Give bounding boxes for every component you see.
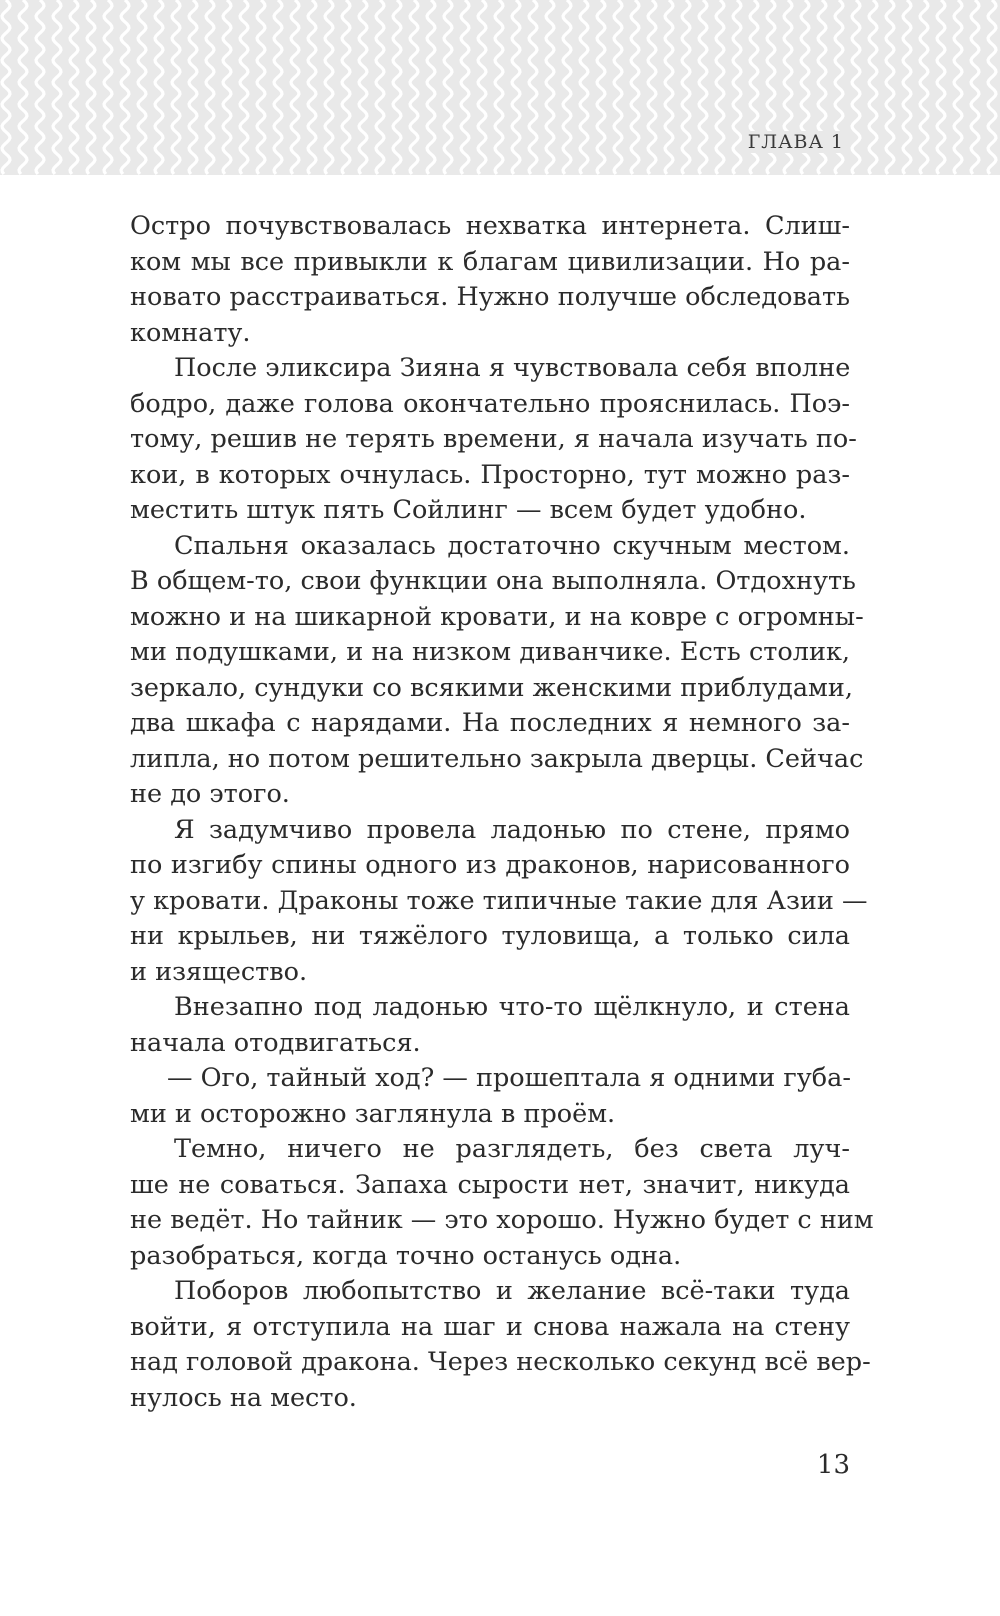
wave-line bbox=[903, 0, 911, 174]
wave-line bbox=[563, 0, 571, 174]
wave-line bbox=[274, 0, 282, 174]
text-line: по изгибу спины одного из драконов, нарисованного bbox=[130, 850, 850, 880]
wave-line bbox=[954, 0, 962, 174]
wave-line bbox=[529, 0, 537, 174]
wave-line bbox=[988, 0, 996, 174]
wave-line bbox=[376, 0, 384, 174]
text-line: В общем-то, свои функции она выполняла. Отдохнуть bbox=[130, 566, 856, 596]
wave-line bbox=[478, 0, 486, 174]
text-line: и изящество. bbox=[130, 956, 308, 987]
wave-line bbox=[36, 0, 44, 174]
wave-line bbox=[206, 0, 214, 174]
wave-line bbox=[257, 0, 265, 174]
wave-line bbox=[291, 0, 299, 174]
text-line: местить штук пять Сойлинг — всем будет удобно. bbox=[130, 495, 807, 525]
text-line: ми и осторожно заглянула в проём. bbox=[130, 1098, 616, 1129]
chapter-label: ГЛАВА 1 bbox=[742, 131, 850, 153]
wave-line bbox=[665, 0, 673, 174]
text-line: начала отодвигаться. bbox=[130, 1027, 421, 1058]
text-line: разобраться, когда точно останусь одна. bbox=[130, 1240, 682, 1271]
wave-line bbox=[70, 0, 78, 174]
wave-line bbox=[2, 0, 10, 174]
body-text bbox=[130, 209, 874, 1416]
decorative-header-band bbox=[0, 0, 1000, 175]
text-line: ми подушками, и на низком диванчике. Есть столик, bbox=[130, 637, 850, 667]
wave-line bbox=[920, 0, 928, 174]
wave-line bbox=[461, 0, 469, 174]
wave-line bbox=[19, 0, 27, 174]
text-line: — Ого, тайный ход? — прошептала я одними губа- bbox=[167, 1063, 851, 1093]
wave-line bbox=[682, 0, 690, 174]
text-line: Поборов любопытство и желание всё-таки туда bbox=[174, 1276, 850, 1306]
wave-pattern-decoration bbox=[0, 0, 1000, 175]
wave-line bbox=[87, 0, 95, 174]
text-line: не до этого. bbox=[130, 779, 290, 809]
wave-line bbox=[631, 0, 639, 174]
wave-line bbox=[240, 0, 248, 174]
text-line: Темно, ничего не разглядеть, без света луч- bbox=[174, 1134, 850, 1164]
wave-line bbox=[444, 0, 452, 174]
wave-line bbox=[971, 0, 979, 174]
wave-line bbox=[393, 0, 401, 174]
wave-line bbox=[342, 0, 350, 174]
wave-line bbox=[716, 0, 724, 174]
wave-line bbox=[495, 0, 503, 174]
wave-line bbox=[597, 0, 605, 174]
wave-line bbox=[852, 0, 860, 174]
wave-line bbox=[104, 0, 112, 174]
text-line: два шкафа с нарядами. На последних я немного за- bbox=[130, 708, 850, 738]
wave-line bbox=[155, 0, 163, 174]
text-line: зеркало, сундуки со всякими женскими приблудами, bbox=[130, 672, 853, 703]
wave-line bbox=[172, 0, 180, 174]
wave-line bbox=[189, 0, 197, 174]
wave-line bbox=[359, 0, 367, 174]
text-line: бодро, даже голова окончательно прояснилась. Поэ- bbox=[130, 388, 850, 419]
text-line: комнату. bbox=[130, 317, 251, 348]
text-line: нулось на место. bbox=[130, 1382, 357, 1413]
wave-line bbox=[546, 0, 554, 174]
wave-line bbox=[138, 0, 146, 174]
wave-line bbox=[308, 0, 316, 174]
wave-line bbox=[512, 0, 520, 174]
text-line: Спальня оказалась достаточно скучным местом. bbox=[174, 530, 850, 561]
text-line: войти, я отступила на шаг и снова нажала на стену bbox=[130, 1311, 850, 1342]
text-line: ком мы все привыкли к благам цивилизации. Но ра- bbox=[130, 246, 850, 277]
text-line: Остро почувствовалась нехватка интернета. Слиш- bbox=[130, 211, 850, 241]
wave-line bbox=[53, 0, 61, 174]
text-line: липла, но потом решительно закрыла дверцы. Сейчас bbox=[130, 743, 864, 774]
page-number: 13 bbox=[816, 1450, 850, 1480]
wave-line bbox=[410, 0, 418, 174]
wave-line bbox=[614, 0, 622, 174]
text-line: Я задумчиво провела ладонью по стене, прямо bbox=[174, 814, 850, 845]
text-line: ни крыльев, ни тяжёлого туловища, а только сила bbox=[130, 921, 850, 951]
text-line: кои, в которых очнулась. Просторно, тут можно раз- bbox=[130, 459, 850, 490]
text-line: После эликсира Зияна я чувствовала себя вполне bbox=[174, 353, 851, 383]
text-line: тому, решив не терять времени, я начала изучать по- bbox=[130, 424, 857, 454]
text-line: не ведёт. Но тайник — это хорошо. Нужно будет с ним bbox=[130, 1205, 874, 1235]
wave-line bbox=[325, 0, 333, 174]
text-line: Внезапно под ладонью что-то щёлкнуло, и стена bbox=[174, 992, 850, 1022]
wave-line bbox=[427, 0, 435, 174]
wave-line bbox=[886, 0, 894, 174]
wave-line bbox=[580, 0, 588, 174]
wave-line bbox=[648, 0, 656, 174]
wave-line bbox=[223, 0, 231, 174]
text-line: ше не соваться. Запаха сырости нет, значит, никуда bbox=[130, 1169, 850, 1200]
text-line: у кровати. Драконы тоже типичные такие для Азии — bbox=[130, 885, 868, 916]
wave-line bbox=[869, 0, 877, 174]
wave-line bbox=[699, 0, 707, 174]
wave-line bbox=[937, 0, 945, 174]
wave-line bbox=[121, 0, 129, 174]
text-line: над головой дракона. Через несколько секунд всё вер- bbox=[130, 1347, 871, 1377]
wave-line bbox=[733, 0, 741, 174]
text-line: можно и на шикарной кровати, и на ковре с огромны- bbox=[130, 601, 864, 632]
text-line: новато расстраиваться. Нужно получше обследовать bbox=[130, 282, 850, 312]
